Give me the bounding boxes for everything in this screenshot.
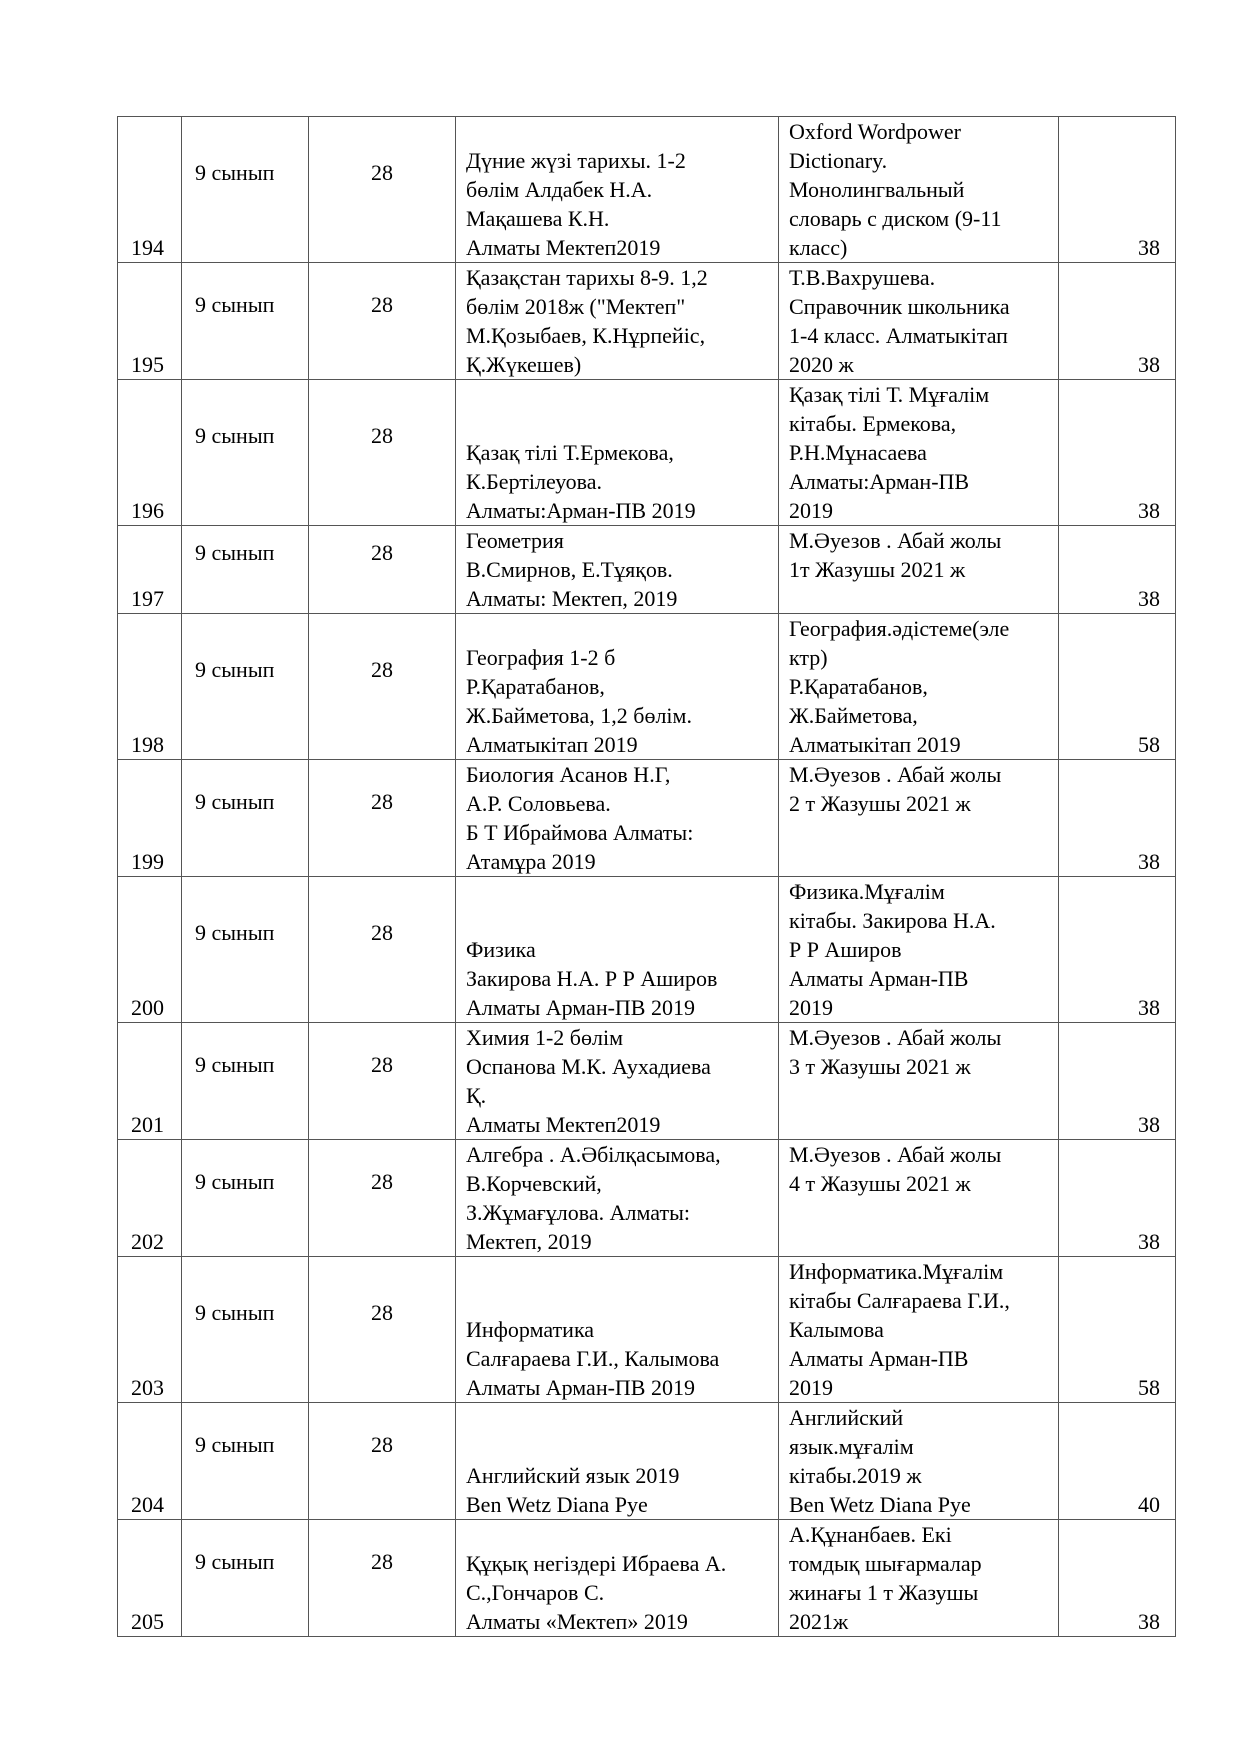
total-count: 38 [1138,586,1160,611]
textbook-line: К.Бертілеуова. [466,469,603,494]
textbook-line: Дүние жүзі тарихы. 1-2 [466,148,686,173]
row-number: 197 [131,586,164,611]
additional-literature-line: Ж.Байметова, [789,703,918,728]
total-count: 38 [1138,1112,1160,1137]
additional-literature-line: словарь с диском (9-11 [789,206,1002,231]
additional-literature-line: Р Р Аширов [789,937,902,962]
total-count: 38 [1138,1609,1160,1634]
total-cell [1059,526,1176,614]
additional-literature-line: жинағы 1 т Жазушы [789,1580,979,1605]
additional-literature-line: кітабы Салғараева Г.И., [789,1288,1010,1313]
total-cell [1059,263,1176,380]
grade-cell [182,877,309,1023]
additional-literature-line: кітабы.2019 ж [789,1463,922,1488]
additional-literature-cell [779,1257,1059,1403]
additional-literature-cell [779,1140,1059,1257]
table-row [118,1140,1176,1257]
textbook-cell [456,1023,779,1140]
row-number: 195 [131,352,164,377]
textbook-line: Алматы: Мектеп, 2019 [466,586,678,611]
additional-literature-line: Информатика.Мұғалім [789,1259,1004,1284]
textbook-line: Қазақстан тарихы 8-9. 1,2 [466,265,708,290]
textbook-cell [456,877,779,1023]
textbook-line: Қазақ тілі Т.Ермекова, [466,440,674,465]
additional-literature-line: Р.Н.Мұнасаева [789,440,927,465]
additional-literature-cell [779,526,1059,614]
additional-literature-cell [779,877,1059,1023]
grade-cell [182,1023,309,1140]
row-number: 199 [131,849,164,874]
row-number-cell [118,1403,182,1520]
student-count-cell [309,526,456,614]
textbook-line: Ben Wetz Diana Pye [466,1492,648,1517]
additional-literature-line: Калымова [789,1317,884,1342]
student-count: 28 [371,1168,393,1194]
textbook-line: Английский язык 2019 [466,1463,680,1488]
table-row [118,1403,1176,1520]
grade-cell [182,380,309,526]
row-number: 203 [131,1375,164,1400]
additional-literature-cell [779,760,1059,877]
table-row [118,117,1176,263]
total-count: 38 [1138,995,1160,1020]
textbook-line: бөлім Алдабек Н.А. [466,177,653,202]
additional-literature-line: 3 т Жазушы 2021 ж [789,1054,971,1079]
grade-label: 9 сынып [195,1168,275,1194]
additional-literature-line: Алматы Арман-ПВ [789,966,969,991]
student-count: 28 [371,160,393,185]
textbook-line: Алматы Арман-ПВ 2019 [466,995,695,1020]
additional-literature-line: А.Құнанбаев. Екі [789,1522,952,1547]
table-row [118,526,1176,614]
row-number-cell [118,117,182,263]
textbook-cell [456,1520,779,1637]
total-count: 38 [1138,1229,1160,1254]
textbook-line: Қ.Жүкешев) [466,352,582,377]
additional-literature-line: 2 т Жазушы 2021 ж [789,791,971,816]
textbook-line: Биология Асанов Н.Г, [466,762,671,787]
total-count: 40 [1138,1492,1160,1517]
student-count-cell [309,1140,456,1257]
total-cell [1059,614,1176,760]
textbook-line: С.,Гончаров С. [466,1580,605,1605]
student-count: 28 [371,788,393,814]
additional-literature-line: 2021ж [789,1609,849,1634]
grade-label: 9 сынып [195,291,275,317]
textbook-line: Геометрия [466,528,564,553]
additional-literature-line: кітабы. Закирова Н.А. [789,908,996,933]
grade-label: 9 сынып [195,160,275,185]
grade-cell [182,1520,309,1637]
total-cell [1059,1023,1176,1140]
additional-literature-line: язык.мұғалім [789,1434,914,1459]
additional-literature-line: Қазақ тілі Т. Мұғалім [789,382,990,407]
textbook-cell [456,1140,779,1257]
student-count-cell [309,117,456,263]
row-number: 204 [131,1492,164,1517]
textbook-cell [456,1257,779,1403]
row-number: 202 [131,1229,164,1254]
row-number-cell [118,1140,182,1257]
textbook-line: Қ. [466,1083,487,1108]
additional-literature-line: Алматы:Арман-ПВ [789,469,970,494]
student-count: 28 [371,423,393,448]
additional-literature-line: М.Әуезов . Абай жолы [789,1142,1002,1167]
row-number-cell [118,1520,182,1637]
additional-literature-line: Справочник школьника [789,294,1010,319]
student-count-cell [309,1520,456,1637]
table-row [118,263,1176,380]
additional-literature-cell [779,1403,1059,1520]
additional-literature-line: М.Әуезов . Абай жолы [789,1025,1002,1050]
textbook-line: М.Қозыбаев, К.Нұрпейіс, [466,323,706,348]
grade-cell [182,614,309,760]
row-number-cell [118,760,182,877]
textbook-line: Алматы:Арман-ПВ 2019 [466,498,696,523]
grade-cell [182,1257,309,1403]
additional-literature-line: 2019 [789,1375,833,1400]
textbook-table [117,116,1176,1637]
textbook-cell [456,380,779,526]
student-count-cell [309,614,456,760]
additional-literature-line: 1-4 класс. Алматыкітап [789,323,1008,348]
textbook-line: Физика [466,937,536,962]
textbook-line: Мақашева К.Н. [466,206,610,231]
additional-literature-cell [779,380,1059,526]
total-cell [1059,1520,1176,1637]
textbook-line: Оспанова М.К. Аухадиева [466,1054,711,1079]
row-number: 198 [131,732,164,757]
textbook-line: Химия 1-2 бөлім [466,1025,624,1050]
student-count: 28 [371,540,393,565]
textbook-line: Алгебра . А.Әбілқасымова, [466,1142,721,1167]
total-cell [1059,877,1176,1023]
textbook-line: Алматы «Мектеп» 2019 [466,1609,688,1634]
total-cell [1059,380,1176,526]
textbook-line: Құқық негіздері Ибраева А. [466,1551,727,1576]
additional-literature-line: 4 т Жазушы 2021 ж [789,1171,971,1196]
additional-literature-cell [779,1023,1059,1140]
textbook-line: Б Т Ибраймова Алматы: [466,820,694,845]
additional-literature-line: 2019 [789,498,833,523]
table-row [118,877,1176,1023]
row-number-cell [118,1257,182,1403]
textbook-line: Алматы Мектеп2019 [466,235,661,260]
student-count-cell [309,380,456,526]
additional-literature-line: 2020 ж [789,352,854,377]
grade-cell [182,263,309,380]
row-number-cell [118,1023,182,1140]
total-cell [1059,117,1176,263]
textbook-cell [456,1403,779,1520]
student-count-cell [309,760,456,877]
textbook-line: А.Р. Соловьева. [466,791,611,816]
additional-literature-cell [779,614,1059,760]
additional-literature-line: кітабы. Ермекова, [789,411,957,436]
textbook-cell [456,526,779,614]
textbook-cell [456,760,779,877]
table-row [118,1520,1176,1637]
additional-literature-line: Dictionary. [789,148,888,173]
textbook-cell [456,117,779,263]
additional-literature-cell [779,263,1059,380]
total-cell [1059,760,1176,877]
additional-literature-line: Алматы Арман-ПВ [789,1346,969,1371]
grade-label: 9 сынып [195,788,275,814]
total-cell [1059,1140,1176,1257]
textbook-cell [456,614,779,760]
additional-literature-line: Р.Қаратабанов, [789,674,928,699]
additional-literature-line: География.әдістеме(эле [789,616,1010,641]
textbook-line: Информатика [466,1317,595,1342]
textbook-line: Ж.Байметова, 1,2 бөлім. [466,703,692,728]
additional-literature-line: Монолингвальный [789,177,965,202]
total-count: 58 [1138,1375,1160,1400]
student-count: 28 [371,1300,393,1325]
grade-cell [182,526,309,614]
total-count: 38 [1138,352,1160,377]
total-cell [1059,1403,1176,1520]
additional-literature-line: Ben Wetz Diana Pye [789,1492,971,1517]
additional-literature-line: Oxford Wordpower [789,119,961,144]
row-number: 194 [131,235,164,260]
textbook-line: Атамұра 2019 [466,849,596,874]
textbook-line: Алматыкітап 2019 [466,732,638,757]
student-count: 28 [371,291,393,317]
table-body [118,117,1176,1637]
row-number: 201 [131,1112,164,1137]
textbook-line: Салғараева Г.И., Калымова [466,1346,720,1371]
student-count: 28 [371,1051,393,1077]
additional-literature-line: М.Әуезов . Абай жолы [789,528,1002,553]
additional-literature-line: 1т Жазушы 2021 ж [789,557,966,582]
row-number: 200 [131,995,164,1020]
total-count: 38 [1138,235,1160,260]
student-count-cell [309,1257,456,1403]
grade-cell [182,117,309,263]
total-count: 38 [1138,498,1160,523]
student-count-cell [309,1403,456,1520]
grade-label: 9 сынып [195,1548,275,1574]
grade-label: 9 сынып [195,423,275,448]
grade-label: 9 сынып [195,920,275,945]
student-count: 28 [371,1431,393,1457]
additional-literature-line: класс) [789,235,848,260]
row-number-cell [118,380,182,526]
additional-literature-line: томдық шығармалар [789,1551,982,1576]
student-count: 28 [371,920,393,945]
grade-cell [182,760,309,877]
total-count: 38 [1138,849,1160,874]
grade-label: 9 сынып [195,657,275,682]
total-count: 58 [1138,732,1160,757]
grade-cell [182,1140,309,1257]
grade-label: 9 сынып [195,1431,275,1457]
row-number-cell [118,526,182,614]
grade-label: 9 сынып [195,1051,275,1077]
additional-literature-line: Т.В.Вахрушева. [789,265,936,290]
table-row [118,1257,1176,1403]
grade-label: 9 сынып [195,1300,275,1325]
additional-literature-cell [779,117,1059,263]
additional-literature-line: Алматыкітап 2019 [789,732,961,757]
row-number: 205 [131,1609,164,1634]
student-count-cell [309,1023,456,1140]
additional-literature-cell [779,1520,1059,1637]
student-count-cell [309,877,456,1023]
row-number-cell [118,614,182,760]
textbook-line: Мектеп, 2019 [466,1229,592,1254]
table-row [118,380,1176,526]
additional-literature-line: Английский [789,1405,904,1430]
textbook-line: Закирова Н.А. Р Р Аширов [466,966,718,991]
textbook-line: Р.Қаратабанов, [466,674,605,699]
student-count: 28 [371,657,393,682]
textbook-line: Алматы Арман-ПВ 2019 [466,1375,695,1400]
table-row [118,1023,1176,1140]
textbook-line: География 1-2 б [466,645,616,670]
table-row [118,760,1176,877]
row-number-cell [118,263,182,380]
textbook-line: бөлім 2018ж ("Мектеп" [466,294,686,319]
table-row [118,614,1176,760]
grade-cell [182,1403,309,1520]
textbook-line: З.Жұмағұлова. Алматы: [466,1200,690,1225]
additional-literature-line: 2019 [789,995,833,1020]
textbook-line: В.Корчевский, [466,1171,602,1196]
row-number: 196 [131,498,164,523]
student-count: 28 [371,1548,393,1574]
additional-literature-line: Физика.Мұғалім [789,879,945,904]
grade-label: 9 сынып [195,540,275,565]
additional-literature-line: ктр) [789,645,828,670]
row-number-cell [118,877,182,1023]
textbook-line: Алматы Мектеп2019 [466,1112,661,1137]
total-cell [1059,1257,1176,1403]
textbook-line: В.Смирнов, Е.Тұяқов. [466,557,673,582]
additional-literature-line: М.Әуезов . Абай жолы [789,762,1002,787]
textbook-cell [456,263,779,380]
student-count-cell [309,263,456,380]
